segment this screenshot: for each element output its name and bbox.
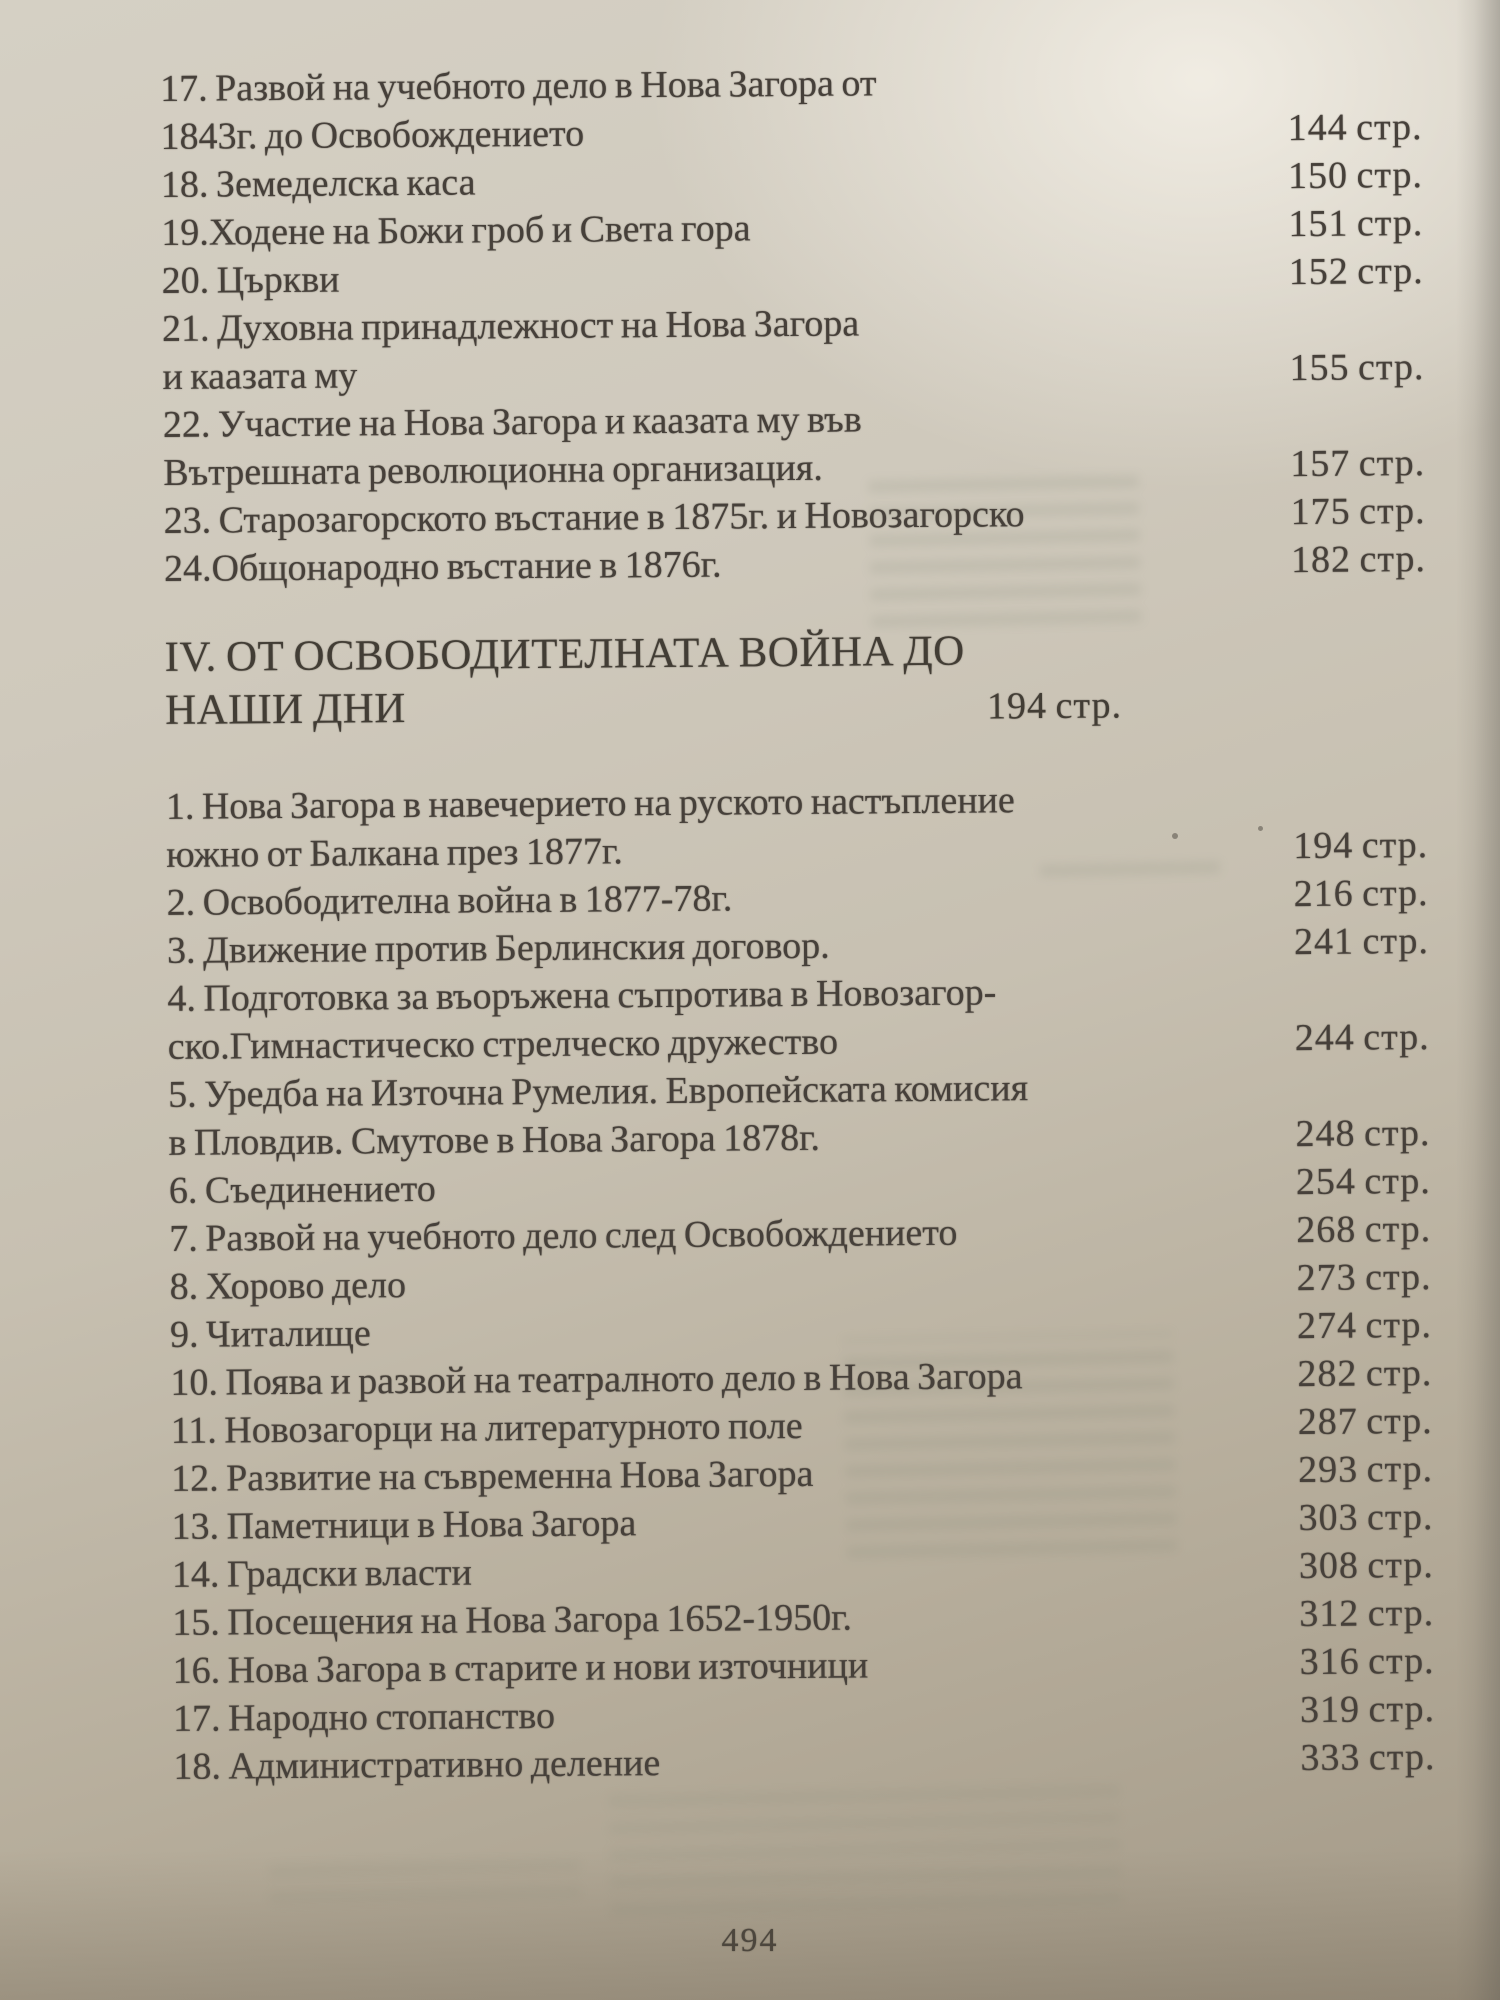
toc-entry-title [170,1302,1275,1359]
toc-entry-line: 24.Общонародно въстание в 1876г. [163,543,722,590]
bleed-through-artifact [269,1855,580,1919]
toc-entry-page: 268 стр. [1296,1208,1432,1252]
toc-entry [160,55,1423,161]
toc-entry-page: 157 стр. [1290,442,1426,486]
toc-entry-title [172,1590,1277,1647]
toc-entry-line: 8. Хорово дело [169,1264,407,1308]
toc-entry-line: и каазата му [162,354,358,398]
toc-entry-line: 6. Съединението [168,1167,436,1212]
section-heading-line: НАШИ ДНИ [164,685,407,734]
toc-entry-line: 14. Градски власти [171,1551,473,1596]
toc-entry-line: 17. Развой на учебното дело в Нова Загора от [160,62,877,110]
section-heading-iv [164,621,1427,737]
toc-entry-line: 19.Ходене на Божи гроб и Света гора [161,207,751,254]
toc-entry-title [172,1542,1277,1599]
toc-entry-page: 144 стр. [1287,106,1423,150]
toc-entry-page: 244 стр. [1294,1016,1430,1060]
toc-entry-page: 282 стр. [1297,1352,1433,1396]
toc-entry-line: 7. Развой на учебното дело след Освобождението [169,1211,958,1260]
toc-entry-page: 216 стр. [1293,872,1429,916]
section-heading-text [164,625,965,737]
toc-entry-page: 293 стр. [1297,1448,1434,1492]
toc-entry-title [173,1734,1278,1791]
toc-entry-page: 319 стр. [1299,1687,1436,1732]
toc-entry-line: 21. Духовна принадлежност на Нова Загора [161,302,860,350]
section-heading-line: IV. ОТ ОСВОБОДИТЕЛНАТА ВОЙНА ДО [164,627,965,681]
toc-entry-page: 316 стр. [1299,1639,1435,1684]
toc-entry-line: 12. Развитие на съвременна Нова Загора [170,1452,814,1500]
toc-entry-line: 11. Новозагорци на литературното поле [170,1404,803,1452]
toc-entry-page: 254 стр. [1295,1160,1431,1204]
toc-entry [162,295,1425,401]
toc-entry-line: южно от Балкана през 1877г. [166,830,623,876]
toc-entry [173,1733,1435,1791]
toc-entry-title [167,918,1272,975]
toc-entry-page: 194 стр. [1293,824,1429,868]
toc-entry-page: 273 стр. [1296,1256,1432,1300]
toc-entry [166,773,1429,879]
toc-entry-line: в Пловдив. Смутове в Нова Загора 1878г. [168,1116,821,1164]
toc-entry-line: 16. Нова Загора в старите и нови източници [172,1644,869,1692]
toc-list-section-3 [160,55,1426,593]
toc-entry [163,391,1426,497]
toc-entry-title [163,392,1269,497]
toc-entry-title [166,774,1272,879]
section-heading-page: 194 стр. [986,684,1123,728]
toc-entry-line: 15. Посещения на Нова Загора 1652-1950г. [172,1596,853,1644]
toc-entry-title [160,56,1266,161]
toc-entry-title [169,1158,1274,1215]
toc-entry-title [171,1446,1276,1503]
toc-entry-title [173,1686,1278,1743]
toc-entry-line: Вътрешната революционна организация. [163,446,823,494]
toc-entry-page: 312 стр. [1299,1591,1435,1636]
toc-entry-line: 1843г. до Освобождението [160,112,585,158]
toc-entry-line: 23. Старозагорското въстание в 1875г. и Новозагорско [163,493,1025,542]
toc-entry-page: 274 стр. [1296,1304,1433,1348]
toc-entry-line: 2. Освободителна война в 1877-78г. [166,877,733,924]
toc-entry-title [172,1638,1277,1695]
toc-entry-page: 151 стр. [1288,202,1424,246]
page-number-footer: 494 [721,1922,779,1959]
toc-entry [167,965,1430,1071]
toc-entry-line: 22. Участие на Нова Загора и каазата му във [162,398,862,446]
toc-entry-page: 287 стр. [1297,1400,1433,1444]
toc-entry-page: 150 стр. [1287,154,1424,198]
toc-entry-title [171,1398,1276,1455]
toc-entry-page: 248 стр. [1295,1112,1431,1156]
toc-entry-line: 1. Нова Загора в навечерието на руското настъпление [165,779,1015,828]
toc-entry-line: 9. Читалище [169,1312,371,1356]
toc-entry-title [166,870,1271,927]
toc-entry-page: 241 стр. [1293,920,1430,964]
toc-entry-page: 152 стр. [1288,250,1424,294]
toc-entry-title [164,536,1269,593]
toc-entry-title [168,1062,1274,1167]
toc-entry-title [167,966,1273,1071]
table-of-contents [160,55,1436,1791]
toc-entry-line: 17. Народно стопанство [172,1694,556,1740]
toc-entry [164,535,1426,593]
toc-entry-line: 18. Земеделска каса [160,161,476,206]
toc-entry-page: 175 стр. [1290,490,1426,534]
toc-entry-line: 20. Църкви [161,258,340,302]
toc-entry-title [171,1494,1276,1551]
toc-list-section-4 [166,773,1436,1791]
toc-entry-title [161,200,1266,257]
toc-entry-title [169,1206,1274,1263]
toc-entry-line: 5. Уредба на Източна Румелия. Европейската комисия [167,1067,1029,1116]
toc-entry-title [163,488,1268,545]
toc-entry-line: 10. Поява и развой на театралното дело в Нова Загора [170,1355,1023,1404]
toc-entry-title [170,1350,1275,1407]
toc-entry-title [162,296,1268,401]
toc-entry-page: 155 стр. [1289,346,1425,390]
toc-entry-line: ско.Гимнастическо стрелческо дружество [167,1020,839,1068]
toc-entry-line: 13. Паметници в Нова Загора [171,1502,637,1548]
toc-entry-page: 308 стр. [1298,1543,1435,1588]
toc-entry-title [161,152,1266,209]
bleed-through-artifact [609,1775,1122,1931]
toc-entry-page: 303 стр. [1298,1495,1434,1540]
toc-entry [168,1061,1431,1167]
toc-entry-page: 333 стр. [1300,1735,1436,1780]
toc-entry-line: 3. Движение против Берлинския договор. [166,924,830,972]
toc-entry-title [162,248,1267,305]
toc-entry-page: 182 стр. [1290,538,1427,582]
toc-entry-line: 4. Подготовка за въоръжена съпротива в Новозагор- [167,971,997,1020]
toc-entry-line: 18. Административно деление [173,1742,661,1788]
toc-entry-title [169,1254,1274,1311]
